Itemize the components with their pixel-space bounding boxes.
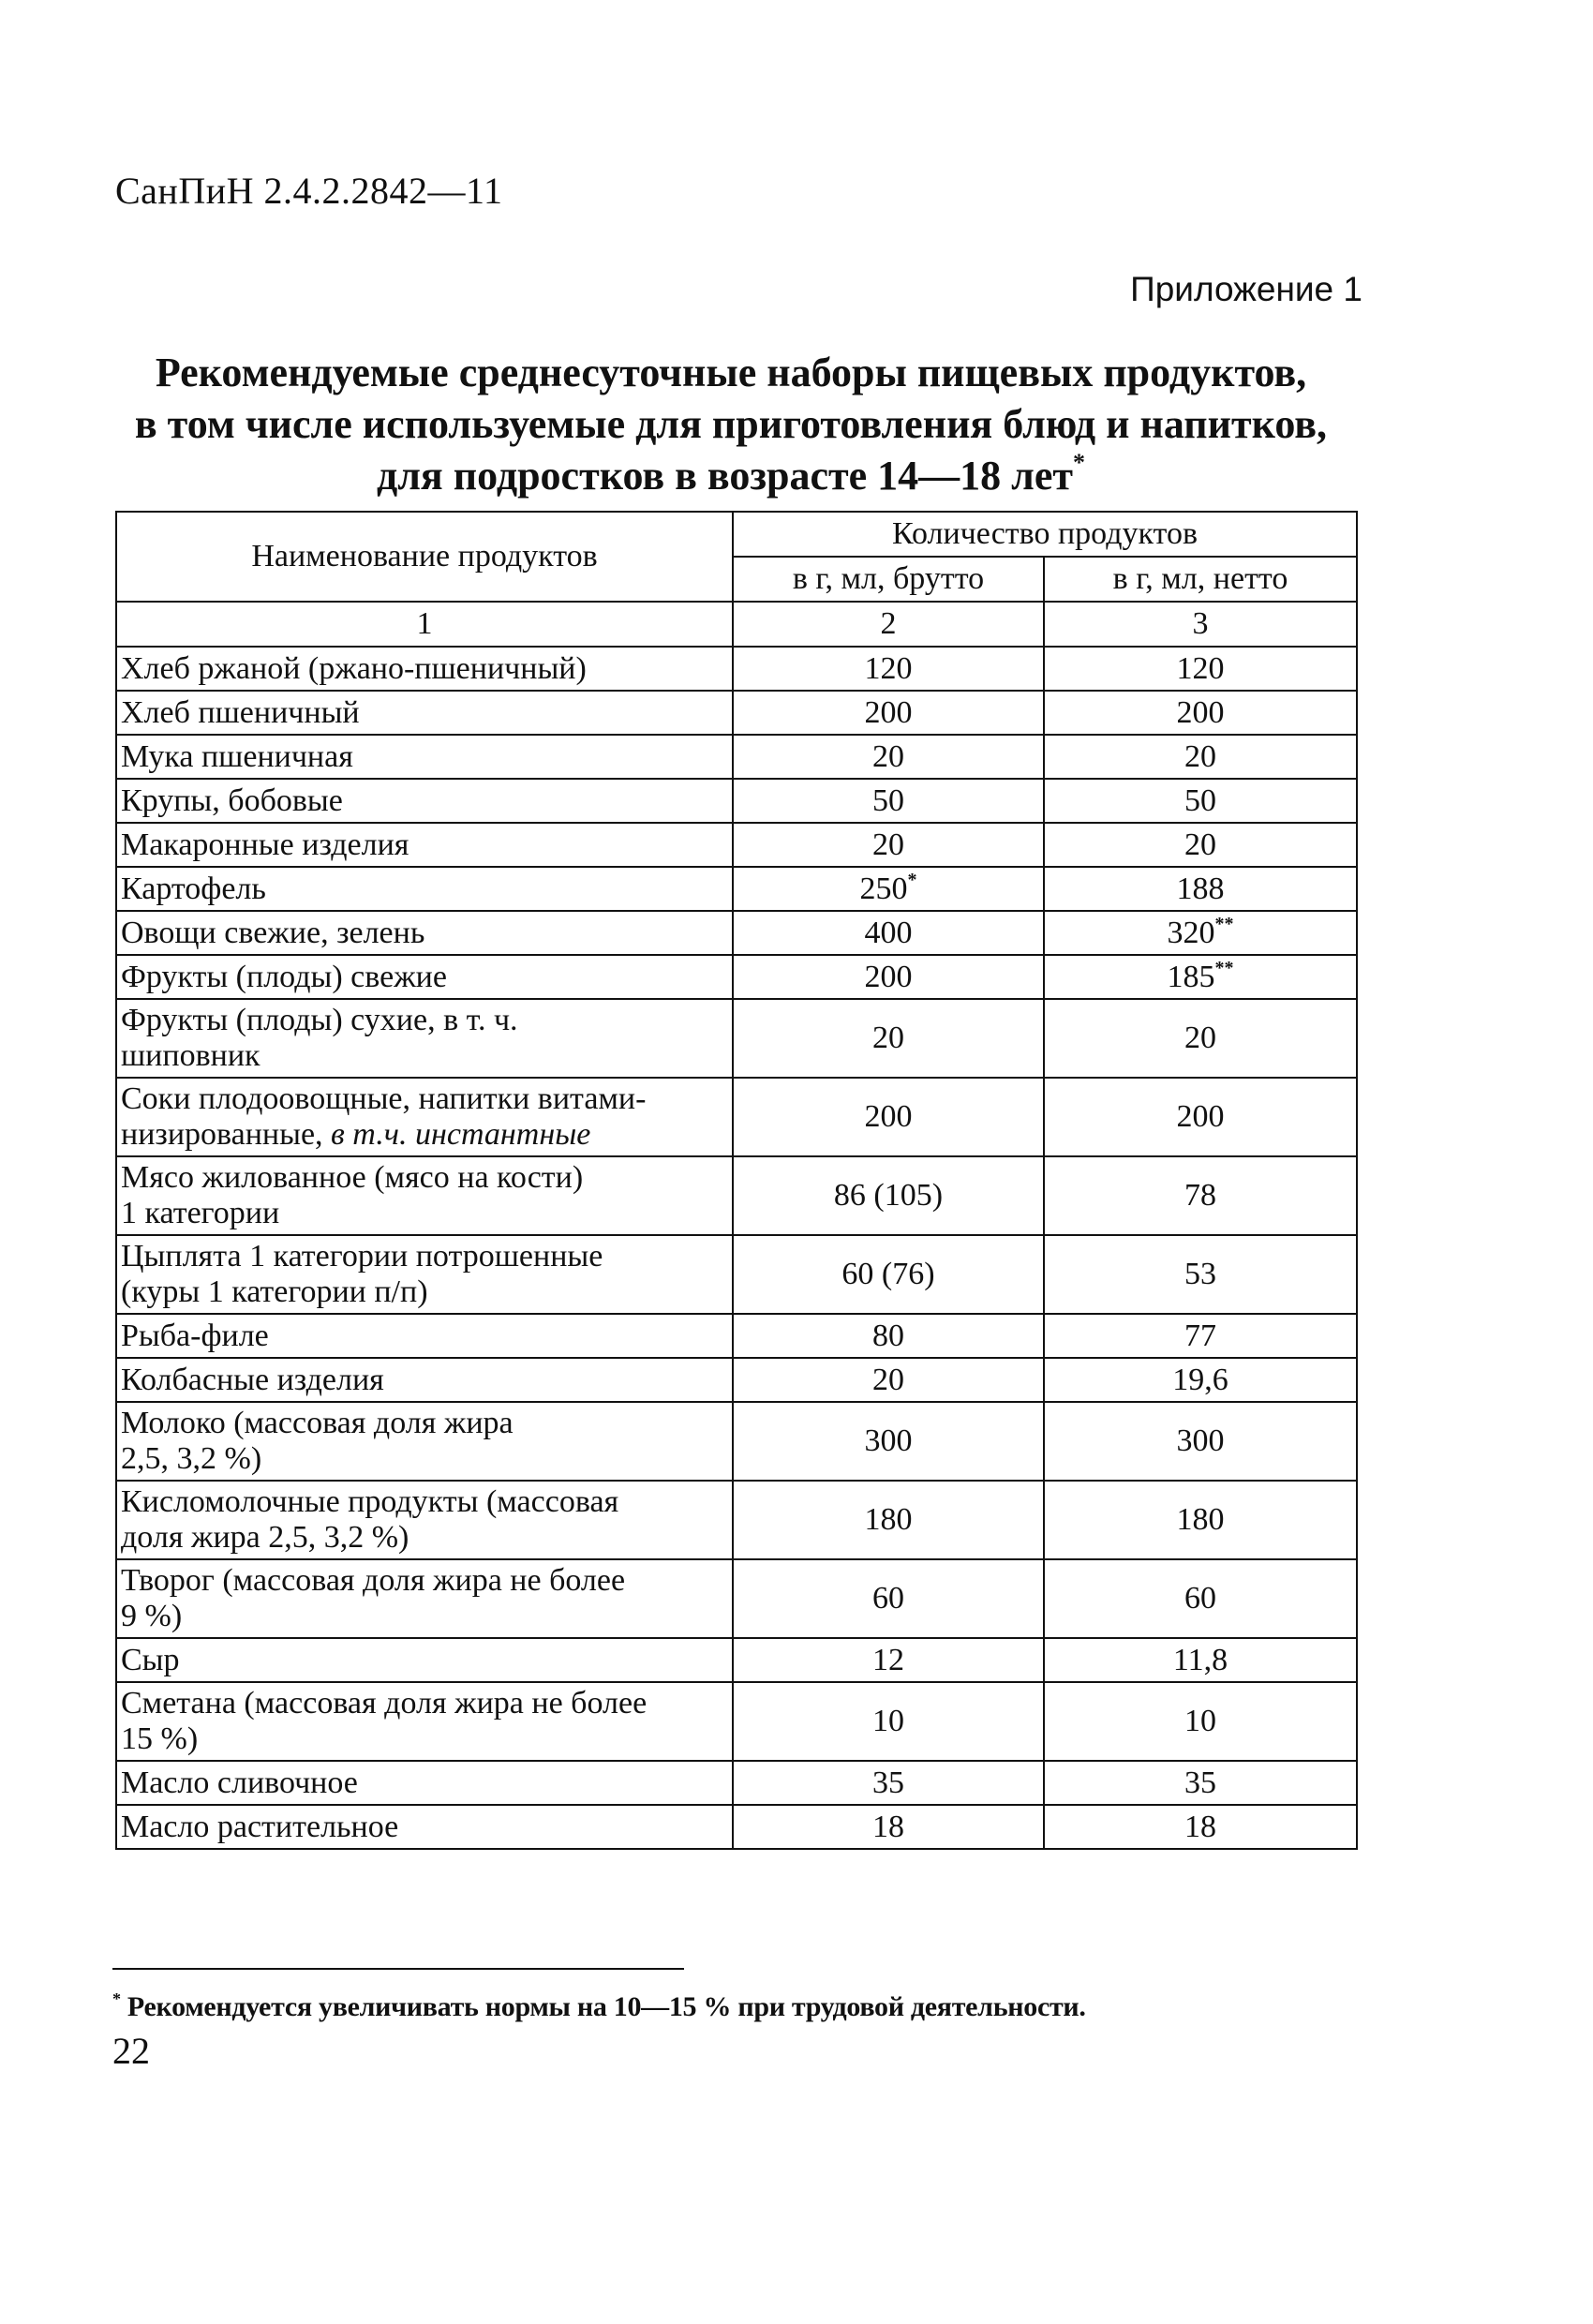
gross-value: 86 (105) [733, 1156, 1044, 1235]
net-value: 200 [1044, 691, 1357, 735]
gross-value: 20 [733, 735, 1044, 779]
product-name: Макаронные изделия [116, 823, 733, 867]
table-row [116, 823, 1357, 867]
gross-value: 20 [733, 823, 1044, 867]
net-value: 60 [1044, 1559, 1357, 1638]
table-row [116, 691, 1357, 735]
product-name: Крупы, бобовые [116, 779, 733, 823]
net-value: 18 [1044, 1805, 1357, 1849]
net-value [1044, 955, 1357, 999]
net-value: 20 [1044, 823, 1357, 867]
product-name: Овощи свежие, зелень [116, 911, 733, 955]
product-name [116, 1402, 733, 1481]
product-name [116, 1235, 733, 1314]
table-row [116, 911, 1357, 955]
product-name-line-1: Молоко (массовая доля жира [121, 1406, 514, 1440]
document-code: СанПиН 2.4.2.2842—11 [115, 170, 503, 212]
gross-value: 60 [733, 1559, 1044, 1638]
product-name-line-1: Сметана (массовая доля жира не более [121, 1686, 648, 1721]
gross-value [733, 867, 1044, 911]
net-value: 77 [1044, 1314, 1357, 1358]
product-name-line-1: Соки плодоовощные, напитки витами- [121, 1081, 647, 1116]
product-name-line-2 [121, 1117, 728, 1153]
net-value: 11,8 [1044, 1638, 1357, 1682]
net-value: 78 [1044, 1156, 1357, 1235]
product-name: Колбасные изделия [116, 1358, 733, 1402]
table-row [116, 1235, 1357, 1314]
table-row [116, 1805, 1357, 1849]
title-footnote-mark: * [1073, 449, 1085, 476]
product-name: Картофель [116, 867, 733, 911]
gross-value: 200 [733, 955, 1044, 999]
gross-value: 60 (76) [733, 1235, 1044, 1314]
gross-value: 18 [733, 1805, 1044, 1849]
footnote-mark: ** [1214, 913, 1234, 934]
net-value: 50 [1044, 779, 1357, 823]
footnote-divider [112, 1968, 684, 1970]
product-name-line-2-text: низированные, [121, 1117, 332, 1152]
product-name-line-1: Мясо жилованное (мясо на кости) [121, 1160, 584, 1195]
product-name: Мука пшеничная [116, 735, 733, 779]
net-value: 10 [1044, 1682, 1357, 1761]
table-row [116, 1078, 1357, 1156]
product-name-line-2: 9 %) [121, 1599, 183, 1633]
column-index-row [116, 602, 1357, 647]
table-row [116, 1638, 1357, 1682]
product-name-line-1: Цыплята 1 категории потрошенные [121, 1239, 603, 1274]
table-row [116, 1156, 1357, 1235]
table-row [116, 955, 1357, 999]
gross-value: 20 [733, 1358, 1044, 1402]
table-row [116, 1682, 1357, 1761]
net-value: 188 [1044, 867, 1357, 911]
column-index-3: 3 [1044, 602, 1357, 647]
product-name-line-2: 15 %) [121, 1721, 199, 1756]
gross-value: 20 [733, 999, 1044, 1078]
products-table [115, 511, 1358, 1850]
net-value: 19,6 [1044, 1358, 1357, 1402]
product-name [116, 1481, 733, 1559]
header-net: в г, мл, нетто [1044, 557, 1357, 602]
product-name [116, 1682, 733, 1761]
table-row [116, 1559, 1357, 1638]
column-index-1: 1 [116, 602, 733, 647]
footnote-mark: * [907, 869, 917, 890]
product-name [116, 1156, 733, 1235]
table-title [103, 347, 1359, 501]
appendix-label: Приложение 1 [1130, 270, 1362, 308]
header-gross: в г, мл, брутто [733, 557, 1044, 602]
header-quantity: Количество продуктов [733, 512, 1357, 557]
gross-value: 50 [733, 779, 1044, 823]
table-row [116, 1402, 1357, 1481]
footnote [112, 1991, 1086, 2023]
net-value: 120 [1044, 647, 1357, 691]
net-number: 185 [1167, 959, 1215, 994]
table-row [116, 647, 1357, 691]
product-name-line-2-italic: в т.ч. инстантные [331, 1117, 591, 1152]
product-name-line-1: Творог (массовая доля жира не более [121, 1563, 626, 1598]
product-name: Рыба-филе [116, 1314, 733, 1358]
footnote-text: Рекомендуется увеличивать нормы на 10—15 % при трудовой деятельности. [120, 1991, 1086, 2022]
product-name [116, 999, 733, 1078]
title-line-3-text: для подростков в возрасте 14—18 лет [376, 453, 1073, 499]
table-row [116, 1761, 1357, 1805]
gross-value: 300 [733, 1402, 1044, 1481]
table-row [116, 1358, 1357, 1402]
gross-value: 12 [733, 1638, 1044, 1682]
product-name [116, 1559, 733, 1638]
header-row [116, 512, 1357, 557]
gross-value: 35 [733, 1761, 1044, 1805]
table-row [116, 1314, 1357, 1358]
product-name-line-2: шиповник [121, 1038, 261, 1073]
gross-value: 80 [733, 1314, 1044, 1358]
product-name-line-2: 2,5, 3,2 %) [121, 1441, 262, 1476]
gross-value: 200 [733, 691, 1044, 735]
product-name: Масло растительное [116, 1805, 733, 1849]
title-line-1: Рекомендуемые среднесуточные наборы пищевых продуктов, [155, 350, 1307, 395]
product-name-line-1: Фрукты (плоды) сухие, в т. ч. [121, 1003, 518, 1037]
table-row [116, 867, 1357, 911]
table-row [116, 1481, 1357, 1559]
product-name-line-2: 1 категории [121, 1196, 280, 1230]
net-value: 20 [1044, 999, 1357, 1078]
net-value: 20 [1044, 735, 1357, 779]
net-value: 35 [1044, 1761, 1357, 1805]
net-number: 320 [1167, 915, 1215, 950]
net-value: 180 [1044, 1481, 1357, 1559]
net-value: 300 [1044, 1402, 1357, 1481]
product-name [116, 1078, 733, 1156]
product-name: Хлеб пшеничный [116, 691, 733, 735]
title-line-3 [103, 450, 1359, 501]
product-name: Фрукты (плоды) свежие [116, 955, 733, 999]
column-index-2: 2 [733, 602, 1044, 647]
gross-value: 200 [733, 1078, 1044, 1156]
gross-number: 250 [859, 871, 908, 906]
footnote-mark: * [112, 1989, 121, 2008]
gross-value: 400 [733, 911, 1044, 955]
gross-value: 180 [733, 1481, 1044, 1559]
product-name: Масло сливочное [116, 1761, 733, 1805]
gross-value: 10 [733, 1682, 1044, 1761]
product-name-line-2: доля жира 2,5, 3,2 %) [121, 1520, 409, 1555]
net-value: 200 [1044, 1078, 1357, 1156]
page-number: 22 [112, 2030, 150, 2072]
net-value: 53 [1044, 1235, 1357, 1314]
table-row [116, 999, 1357, 1078]
product-name-line-1: Кисломолочные продукты (массовая [121, 1484, 619, 1519]
gross-value: 120 [733, 647, 1044, 691]
header-product-name: Наименование продуктов [116, 512, 733, 602]
product-name-line-2: (куры 1 категории п/п) [121, 1274, 428, 1309]
product-name: Сыр [116, 1638, 733, 1682]
footnote-mark: ** [1214, 957, 1234, 978]
net-value [1044, 911, 1357, 955]
table-row [116, 735, 1357, 779]
title-line-2: в том числе используемые для приготовления блюд и напитков, [134, 401, 1328, 447]
table-row [116, 779, 1357, 823]
product-name: Хлеб ржаной (ржано-пшеничный) [116, 647, 733, 691]
